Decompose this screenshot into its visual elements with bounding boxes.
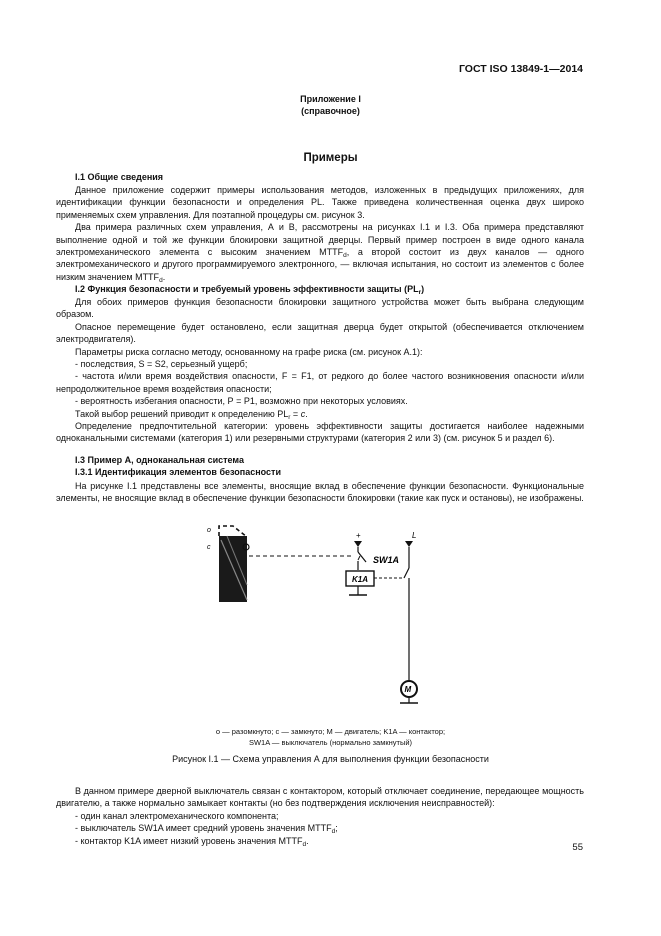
list-item: - один канал электромеханического компонента; xyxy=(75,810,279,821)
paragraph: На рисунке I.1 представлены все элементы, вносящие вклад в обеспечение функции безопасности. Функциональные элементы, не вносящие вклад в обеспечение функции безопасности блокировки (такие как пуск и остановы), не изображены. xyxy=(56,481,584,504)
section-heading-i31: I.3.1 Идентификация элементов безопасности xyxy=(75,467,281,477)
door-open-position xyxy=(219,526,247,537)
supply-terminal-right xyxy=(405,541,413,547)
list-item: - выключатель SW1A имеет средний уровень значения $MTTF_d$; xyxy=(75,823,338,836)
label-l: L xyxy=(412,531,417,540)
paragraph: Параметры риска согласно методу, основанному на графе риска (см. рисунок А.1): xyxy=(75,346,423,357)
supply-terminal-left xyxy=(354,541,362,547)
annex-subtitle: (справочное) xyxy=(301,106,360,116)
section-heading-i3: I.3 Пример А, одноканальная система xyxy=(75,455,244,465)
paragraph: Данное приложение содержит примеры использования методов, изложенных в предыдущих приложениях, для идентификации функции безопасности и определения PL. Также приведена количественная оценка двух широко применяемых схем управления. Для поэтапной процедуры см. рисунок 3. xyxy=(56,185,584,220)
figure-legend-line2: SW1A — выключатель (нормально замкнутый) xyxy=(248,738,413,747)
paragraph: Определение предпочтительной категории: уровень эффективности защиты достигается наиболее надежными одноканальными системами (категория 1) или резервными структурами (категория 2 или 3) (см. рисунок 5 и раздел 6). xyxy=(56,421,584,444)
list-item: - последствия, S = S2, серьезный ущерб; xyxy=(75,359,248,370)
label-sw1a: SW1A xyxy=(373,555,400,565)
page-number: 55 xyxy=(572,842,583,853)
paragraph: Два примера различных схем управления, А и В, рассмотрены на рисунках I.1 и I.3. Оба примера представляют выполнение одной и той же функции блокировки защитной дверцы. Первый пример построен в виде одного канала электромеханического элемента с высоким значением $MTTF_d$, а второй состоит из двух каналов — одного электромеханического и другого программируемого электронного, — включая испытания, но состоит из элементов с более низким значением $MTTF_d$. xyxy=(56,222,584,284)
label-plus: + xyxy=(356,531,361,540)
section-heading-i1: I.1 Общие сведения xyxy=(75,172,164,182)
list-item: - контактор K1A имеет низкий уровень значения $MTTF_d$. xyxy=(75,835,309,848)
section-heading-i2: I.2 Функция безопасности и требуемый уровень эффективности защиты $(PL_r)$ xyxy=(75,284,425,296)
paragraph: Опасное перемещение будет остановлено, если защитная дверца будет открытой (обеспечивается отключением электродвигателя). xyxy=(56,321,584,345)
paragraph: Такой выбор решений приводит к определению $PL_r = c$. xyxy=(75,408,308,421)
main-title: Примеры xyxy=(303,152,358,164)
label-closed: c xyxy=(207,544,211,551)
annex-title: Приложение I xyxy=(300,94,361,104)
document-id: ГОСТ ISO 13849-1—2014 xyxy=(458,63,583,75)
contactor-contact xyxy=(404,568,409,578)
label-open: o xyxy=(207,527,211,534)
label-m: M xyxy=(404,685,412,694)
list-item: - вероятность избегания опасности, Р = Р1, возможно при некоторых условиях. xyxy=(75,396,408,407)
paragraph: Для обоих примеров функция безопасности блокировки защитного устройства может быть выбрана следующим образом. xyxy=(56,297,584,320)
label-k1a: K1A xyxy=(352,575,369,584)
post-figure-body xyxy=(56,785,584,847)
paragraph: В данном примере дверной выключатель связан с контактором, который отключает соединение, передающее мощность двигателю, а также нормально замыкает контакты (но без подтверждения исключения неисправностей): xyxy=(56,786,584,809)
figure-legend-line1: o — разомкнуто; c — замкнуто; M — двигатель; K1A — контактор; xyxy=(215,727,446,736)
figure-caption: Рисунок I.1 — Схема управления А для выполнения функции безопасности xyxy=(172,754,489,764)
list-item: - частота и/или время воздействия опасности, F = F1, от редкого до более частого возникновения опасности и/или непродолжительное время воздействия опасности; xyxy=(56,371,584,394)
